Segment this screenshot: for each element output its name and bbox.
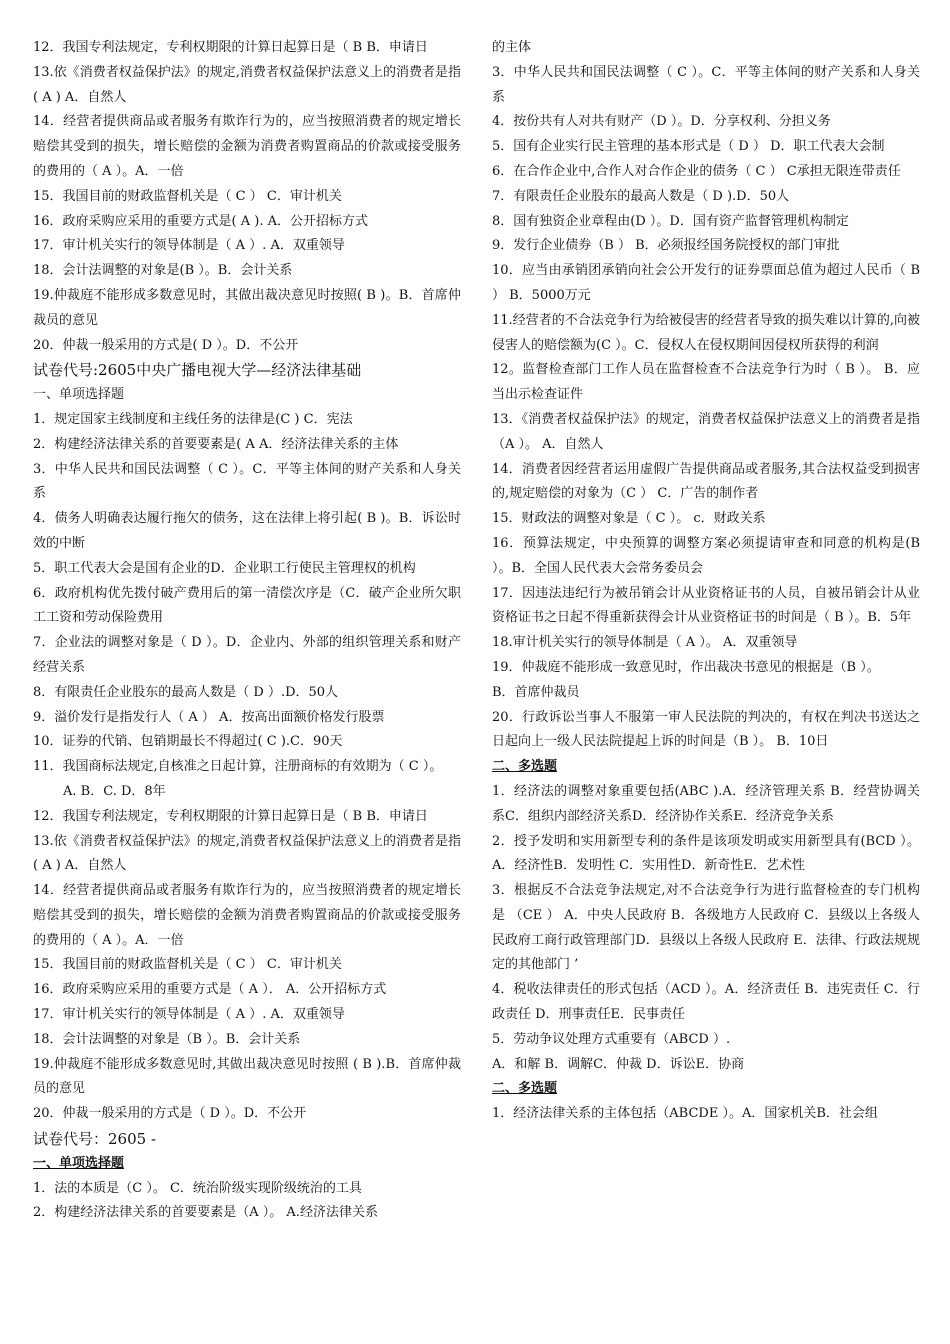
section-heading: 二、多选题: [492, 759, 558, 775]
question-line: 12．我国专利法规定，专利权期限的计算日起算日是（ B B．申请日: [33, 40, 428, 55]
question-line: 3．中华人民共和国民法调整（ C ）。C．平等主体间的财产关系和人身关系: [492, 64, 920, 105]
question-line: 17．审计机关实行的领导体制是（ A ）. A．双重领导: [33, 238, 345, 254]
question-line: 10．应当由承销团承销向社会公开发行的证券票面总值为超过人民币（ B ） B．5000万元: [492, 263, 920, 303]
question-line: 17．审计机关实行的领导体制是（ A ）. A．双重领导: [33, 1007, 345, 1023]
question-line: 12。监督检查部门工作人员在监督检查不合法竞争行为时（ B ）。 B．应当出示检查证件: [492, 362, 920, 403]
question-line: 3．中华人民共和国民法调整（ C ）。C．平等主体间的财产关系和人身关系: [33, 461, 461, 502]
question-line: 13.依《消费者权益保护法》的规定,消费者权益保护法意义上的消费者是指( A ) A．自然人: [33, 64, 461, 105]
question-line: 19.仲裁庭不能形成多数意见时,其做出裁决意见时按照 ( B ).B．首席仲裁员的意见: [33, 1056, 461, 1097]
question-line: 13．《消费者权益保护法》的规定，消费者权益保护法意义上的消费者是指（A ）。 A．自然人: [492, 411, 920, 452]
question-line: 15．财政法的调整对象是（ C ）。 c．财政关系: [492, 511, 766, 527]
question-line: 11.经营者的不合法竞争行为给被侵害的经营者导致的损失难以计算的,向被侵害人的赔偿额为(C ）。C．侵权人在侵权期间因侵权所获得的利润: [492, 312, 920, 353]
question-line: 6．政府机构优先拨付破产费用后的第一清偿次序是（C．破产企业所欠职工工资和劳动保险费用: [33, 585, 461, 626]
question-line: 18．会计法调整的对象是（B ）。B．会计关系: [33, 1031, 301, 1047]
question-line: 7．企业法的调整对象是（ D ）。D．企业内、外部的组织管理关系和财产经营关系: [33, 635, 461, 675]
question-line: 14．经营者提供商品或者服务有欺诈行为的，应当按照消费者的规定增长赔偿其受到的损失，增长赔偿的金额为消费者购置商品的价款或接受服务的费用的（ A ）。A．一倍: [33, 883, 461, 948]
question-line: 5．职工代表大会是国有企业的D．企业职工行使民主管理权的机构: [33, 560, 416, 576]
question-line: 的主体: [492, 40, 532, 55]
question-line: 9．发行企业债券（B ） B．必须报经国务院授权的部门审批: [492, 238, 840, 254]
question-line: 6．在合作企业中,合作人对合作企业的债务（ C ） C承担无限连带责任: [492, 163, 901, 179]
question-line: 1．规定国家主线制度和主线任务的法律是(C ) C．宪法: [33, 411, 353, 427]
question-line: 11．我国商标法规定,自核准之日起计算，注册商标的有效期为（ C ）。: [33, 759, 443, 775]
question-line: 1．法的本质是（C ）。 C．统治阶级实现阶级统治的工具: [33, 1180, 362, 1196]
question-line: 一、单项选择题: [33, 387, 125, 403]
question-line: 1．经济法律关系的主体包括（ABCDE ）。A．国家机关B．社会组: [492, 1106, 878, 1122]
left-column: [33, 36, 461, 1226]
question-line: 20．仲裁一般采用的方式是（ D ）。D．不公开: [33, 1106, 307, 1122]
question-line: 4．债务人明确表达履行拖欠的债务，这在法律上将引起( B )。B．诉讼时效的中断: [33, 511, 461, 551]
question-line: 7．有限责任企业股东的最高人数是（ D ).D．50人: [492, 188, 790, 204]
options-line: A. B．C. D．8年: [63, 783, 166, 799]
question-line: 16．政府采购应采用的重要方式是( A ). A．公开招标方式: [33, 213, 368, 229]
question-line: 16．预算法规定，中央预算的调整方案必须提请审查和同意的机构是(B ）。B．全国人民代表大会常务委员会: [492, 535, 920, 576]
question-line: 20．仲裁一般采用的方式是( D ）。D．不公开: [33, 337, 299, 353]
question-line: 2．授予发明和实用新型专利的条件是该项发明或实用新型具有(BCD ）。A．经济性B．发明性 C．实用性D．新奇性E．艺术性: [492, 833, 920, 874]
right-column: [492, 36, 920, 1127]
question-line: 19.仲裁庭不能形成多数意见时，其做出裁决意见时按照( B )。B．首席仲裁员的意见: [33, 287, 461, 328]
question-line: 9．溢价发行是指发行人（ A ） A．按高出面额价格发行股票: [33, 709, 385, 725]
exam-code-heading: 试卷代号:2605中央广播电视大学—经济法律基础: [33, 361, 362, 380]
question-line: 8．国有独资企业章程由(D ）。D．国有资产监督管理机构制定: [492, 213, 849, 229]
question-line: 10．证券的代销、包销期最长不得超过( C ).C．90天: [33, 734, 343, 750]
exam-code-heading: 试卷代号：2605 -: [33, 1130, 157, 1149]
question-line: 19．仲裁庭不能形成一致意见时，作出裁决书意见的根据是（B ）。: [492, 659, 880, 675]
question-line: 2．构建经济法律关系的首要要素是( A A．经济法律关系的主体: [33, 436, 399, 452]
section-heading: 一、单项选择题: [33, 1155, 125, 1171]
question-line: 8．有限责任企业股东的最高人数是（ D ）.D．50人: [33, 684, 339, 700]
question-line: 3．根据反不合法竞争法规定,对不合法竞争行为进行监督检查的专门机构是 （CE ） A．中央人民政府 B．各级地方人民政府 C．县级以上各级人民政府工商行政管理部门D．县级以上各级人民政府 E．法律、行政法规规定的其他部门 ’: [492, 883, 920, 973]
question-line: 14．消费者因经营者运用虚假广告提供商品或者服务,其合法权益受到损害的,规定赔偿的对象为（C ） C．广告的制作者: [492, 461, 920, 502]
question-line: 5．国有企业实行民主管理的基本形式是（ D ） D．职工代表大会制: [492, 139, 885, 155]
question-line: 15．我国目前的财政监督机关是（ C ） C．审计机关: [33, 188, 342, 204]
question-line: 15．我国目前的财政监督机关是（ C ） C．审计机关: [33, 957, 342, 973]
question-line: 14．经营者提供商品或者服务有欺诈行为的，应当按照消费者的规定增长赔偿其受到的损失，增长赔偿的金额为消费者购置商品的价款或接受服务的费用的（ A ）。A．一倍: [33, 114, 461, 179]
question-line: 4．税收法律责任的形式包括（ACD ）。A．经济责任 B．违宪责任 C．行政责任 D．刑事责任E．民事责任: [492, 982, 920, 1023]
question-line: 18．会计法调整的对象是(B ）。B．会计关系: [33, 263, 293, 279]
question-line: 13.依《消费者权益保护法》的规定,消费者权益保护法意义上的消费者是指( A ) A．自然人: [33, 833, 461, 874]
question-line: B．首席仲裁员: [492, 684, 580, 700]
question-line: 5．劳动争议处理方式重要有（ABCD ）.: [492, 1031, 731, 1047]
question-line: 2．构建经济法律关系的首要要素是（A ）。 A.经济法律关系: [33, 1205, 378, 1221]
section-heading: 二、多选题: [492, 1081, 558, 1097]
question-line: 12．我国专利法规定，专利权期限的计算日起算日是（ B B．申请日: [33, 808, 428, 824]
question-line: 16．政府采购应采用的重要方式是（ A ）． A．公开招标方式: [33, 982, 387, 998]
question-line: 20．行政诉讼当事人不服第一审人民法院的判决的，有权在判决书送达之日起向上一级人民法院提起上诉的时间是（B ）。 B．10日: [492, 709, 920, 750]
question-line: 17．因违法违纪行为被吊销会计从业资格证书的人员，自被吊销会计从业资格证书之日起不得重新获得会计从业资格证书的时间是（ B ）。B．5年: [492, 585, 920, 626]
question-line: 1．经济法的调整对象重要包括(ABC ).A．经济管理关系 B．经营协调关系C．组织内部经济关系D．经济协作关系E．经济竞争关系: [492, 783, 920, 824]
question-line: 4．按份共有人对共有财产（D ）。D．分享权利、分担义务: [492, 114, 831, 130]
question-line: A．和解 B．调解C．仲裁 D．诉讼E．协商: [492, 1056, 745, 1072]
question-line: 18.审计机关实行的领导体制是（ A ）。 A．双重领导: [492, 635, 798, 651]
